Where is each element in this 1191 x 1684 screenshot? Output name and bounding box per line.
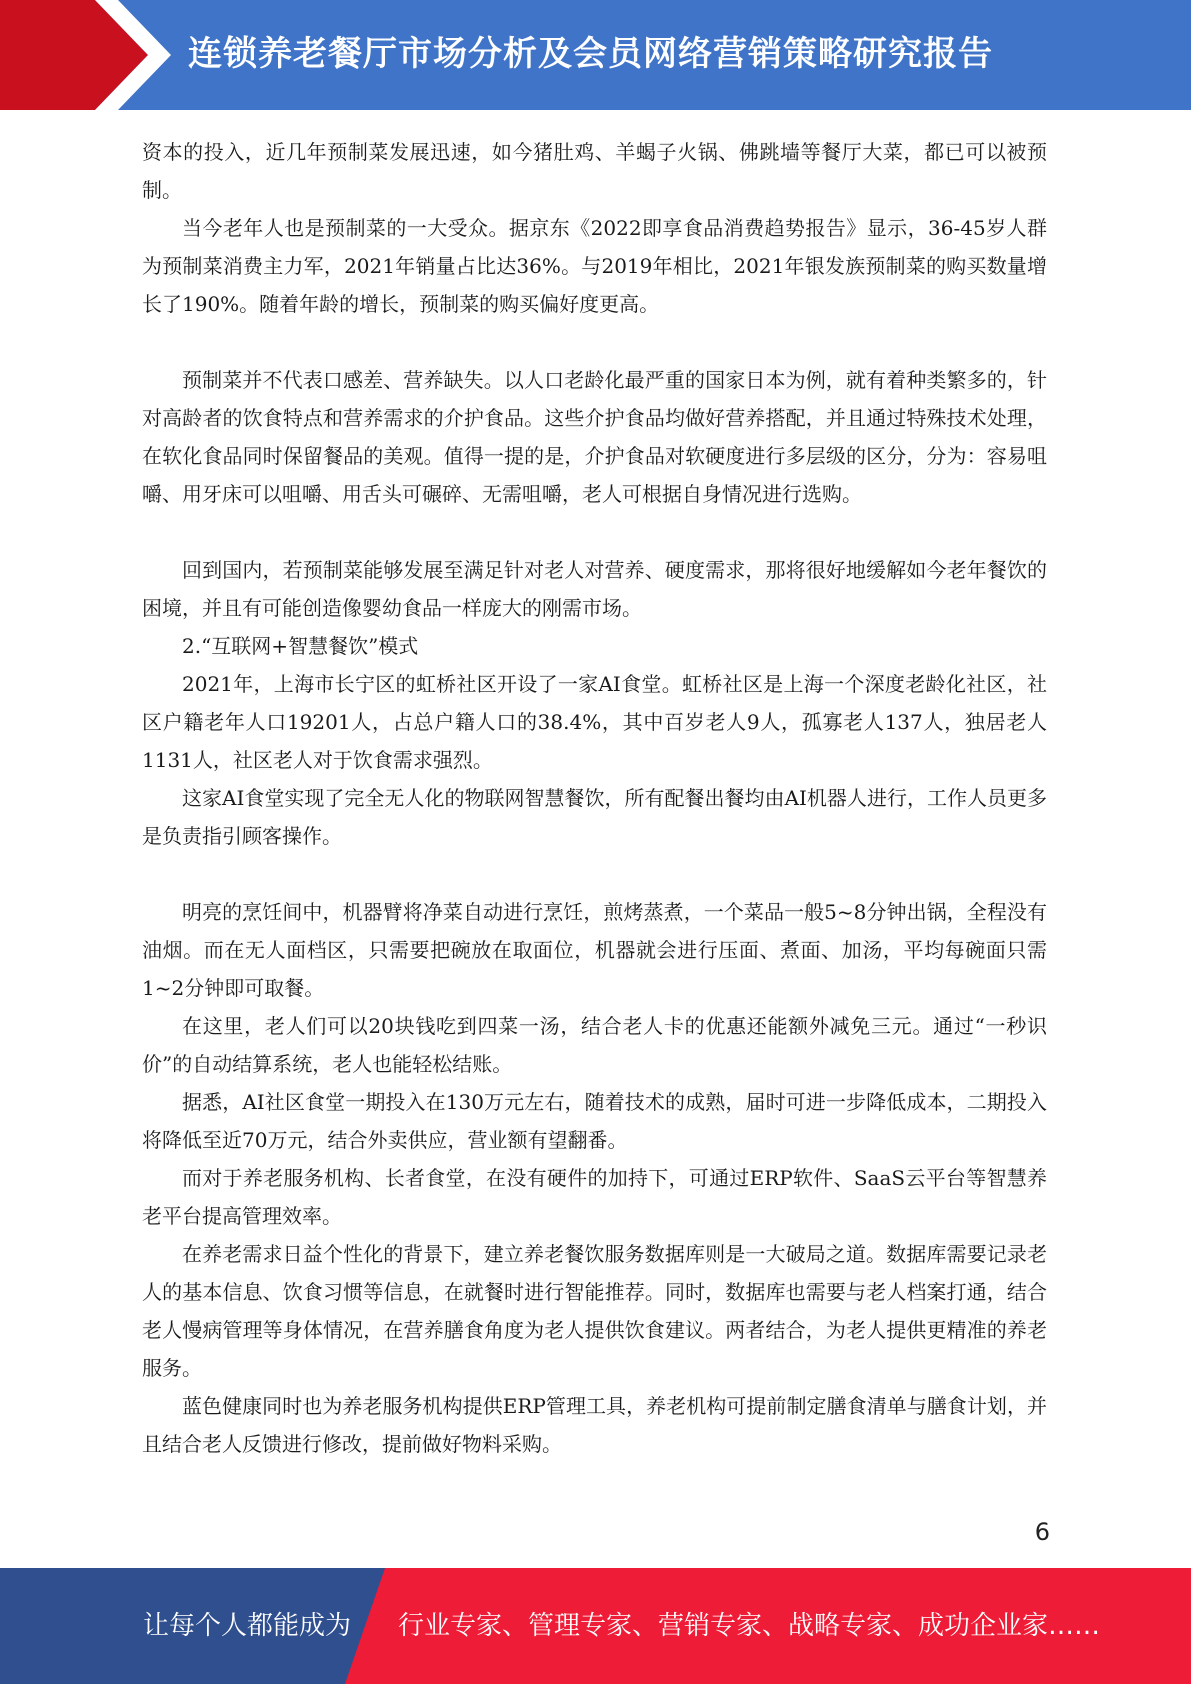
page-footer xyxy=(0,1568,1191,1684)
paragraph: 而对于养老服务机构、长者食堂，在没有硬件的加持下，可通过ERP软件、SaaS云平台等智慧养老平台提高管理效率。 xyxy=(142,1166,1047,1228)
body-text xyxy=(142,133,1047,1463)
paragraph: 明亮的烹饪间中，机器臂将净菜自动进行烹饪，煎烤蒸煮，一个菜品一般5~8分钟出锅，全程没有油烟。而在无人面档区，只需要把碗放在取面位，机器就会进行压面、煮面、加汤，平均每碗面只需1~2分钟即可取餐。 xyxy=(142,900,1047,1000)
page-number: 6 xyxy=(1034,1518,1050,1546)
report-title: 连锁养老餐厅市场分析及会员网络营销策略研究报告 xyxy=(188,34,993,74)
paragraph: 2021年，上海市长宁区的虹桥社区开设了一家AI食堂。虹桥社区是上海一个深度老龄化社区，社区户籍老年人口19201人，占总户籍人口的38.4%，其中百岁老人9人，孤寡老人137人，独居老人1131人，社区老人对于饮食需求强烈。 xyxy=(142,672,1047,772)
header-red-chevron xyxy=(0,0,200,110)
paragraph: 在这里，老人们可以20块钱吃到四菜一汤，结合老人卡的优惠还能额外减免三元。通过“一秒识价”的自动结算系统，老人也能轻松结账。 xyxy=(142,1014,1047,1076)
paragraph: 资本的投入，近几年预制菜发展迅速，如今猪肚鸡、羊蝎子火锅、佛跳墙等餐厅大菜，都已可以被预制。 xyxy=(142,140,1047,202)
page-header xyxy=(0,0,1191,110)
paragraph: 据悉，AI社区食堂一期投入在130万元左右，随着技术的成熟，届时可进一步降低成本，二期投入将降低至近70万元，结合外卖供应，营业额有望翻番。 xyxy=(142,1090,1047,1152)
paragraph: 当今老年人也是预制菜的一大受众。据京东《2022即享食品消费趋势报告》显示，36-45岁人群为预制菜消费主力军，2021年销量占比达36%。与2019年相比，2021年银发族预制菜的购买数量增长了190%。随着年龄的增长，预制菜的购买偏好度更高。 xyxy=(142,216,1047,316)
paragraph: 这家AI食堂实现了完全无人化的物联网智慧餐饮，所有配餐出餐均由AI机器人进行，工作人员更多是负责指引顾客操作。 xyxy=(142,786,1047,848)
footer-slogan-right: 行业专家、管理专家、营销专家、战略专家、成功企业家…… xyxy=(398,1611,1101,1641)
footer-slogan-left: 让每个人都能成为 xyxy=(143,1611,352,1641)
section-heading: 2.“互联网+智慧餐饮”模式 xyxy=(182,634,419,658)
paragraph: 回到国内，若预制菜能够发展至满足针对老人对营养、硬度需求，那将很好地缓解如今老年餐饮的困境，并且有可能创造像婴幼食品一样庞大的刚需市场。 xyxy=(142,558,1047,620)
paragraph: 在养老需求日益个性化的背景下，建立养老餐饮服务数据库则是一大破局之道。数据库需要记录老人的基本信息、饮食习惯等信息，在就餐时进行智能推荐。同时，数据库也需要与老人档案打通，结合老人慢病管理等身体情况，在营养膳食角度为老人提供饮食建议。两者结合，为老人提供更精准的养老服务。 xyxy=(142,1242,1047,1380)
paragraph: 预制菜并不代表口感差、营养缺失。以人口老龄化最严重的国家日本为例，就有着种类繁多的，针对高龄者的饮食特点和营养需求的介护食品。这些介护食品均做好营养搭配，并且通过特殊技术处理，在软化食品同时保留餐品的美观。值得一提的是，介护食品对软硬度进行多层级的区分，分为：容易咀嚼、用牙床可以咀嚼、用舌头可碾碎、无需咀嚼，老人可根据自身情况进行选购。 xyxy=(142,368,1047,506)
paragraph: 蓝色健康同时也为养老服务机构提供ERP管理工具，养老机构可提前制定膳食清单与膳食计划，并且结合老人反馈进行修改，提前做好物料采购。 xyxy=(142,1394,1047,1456)
